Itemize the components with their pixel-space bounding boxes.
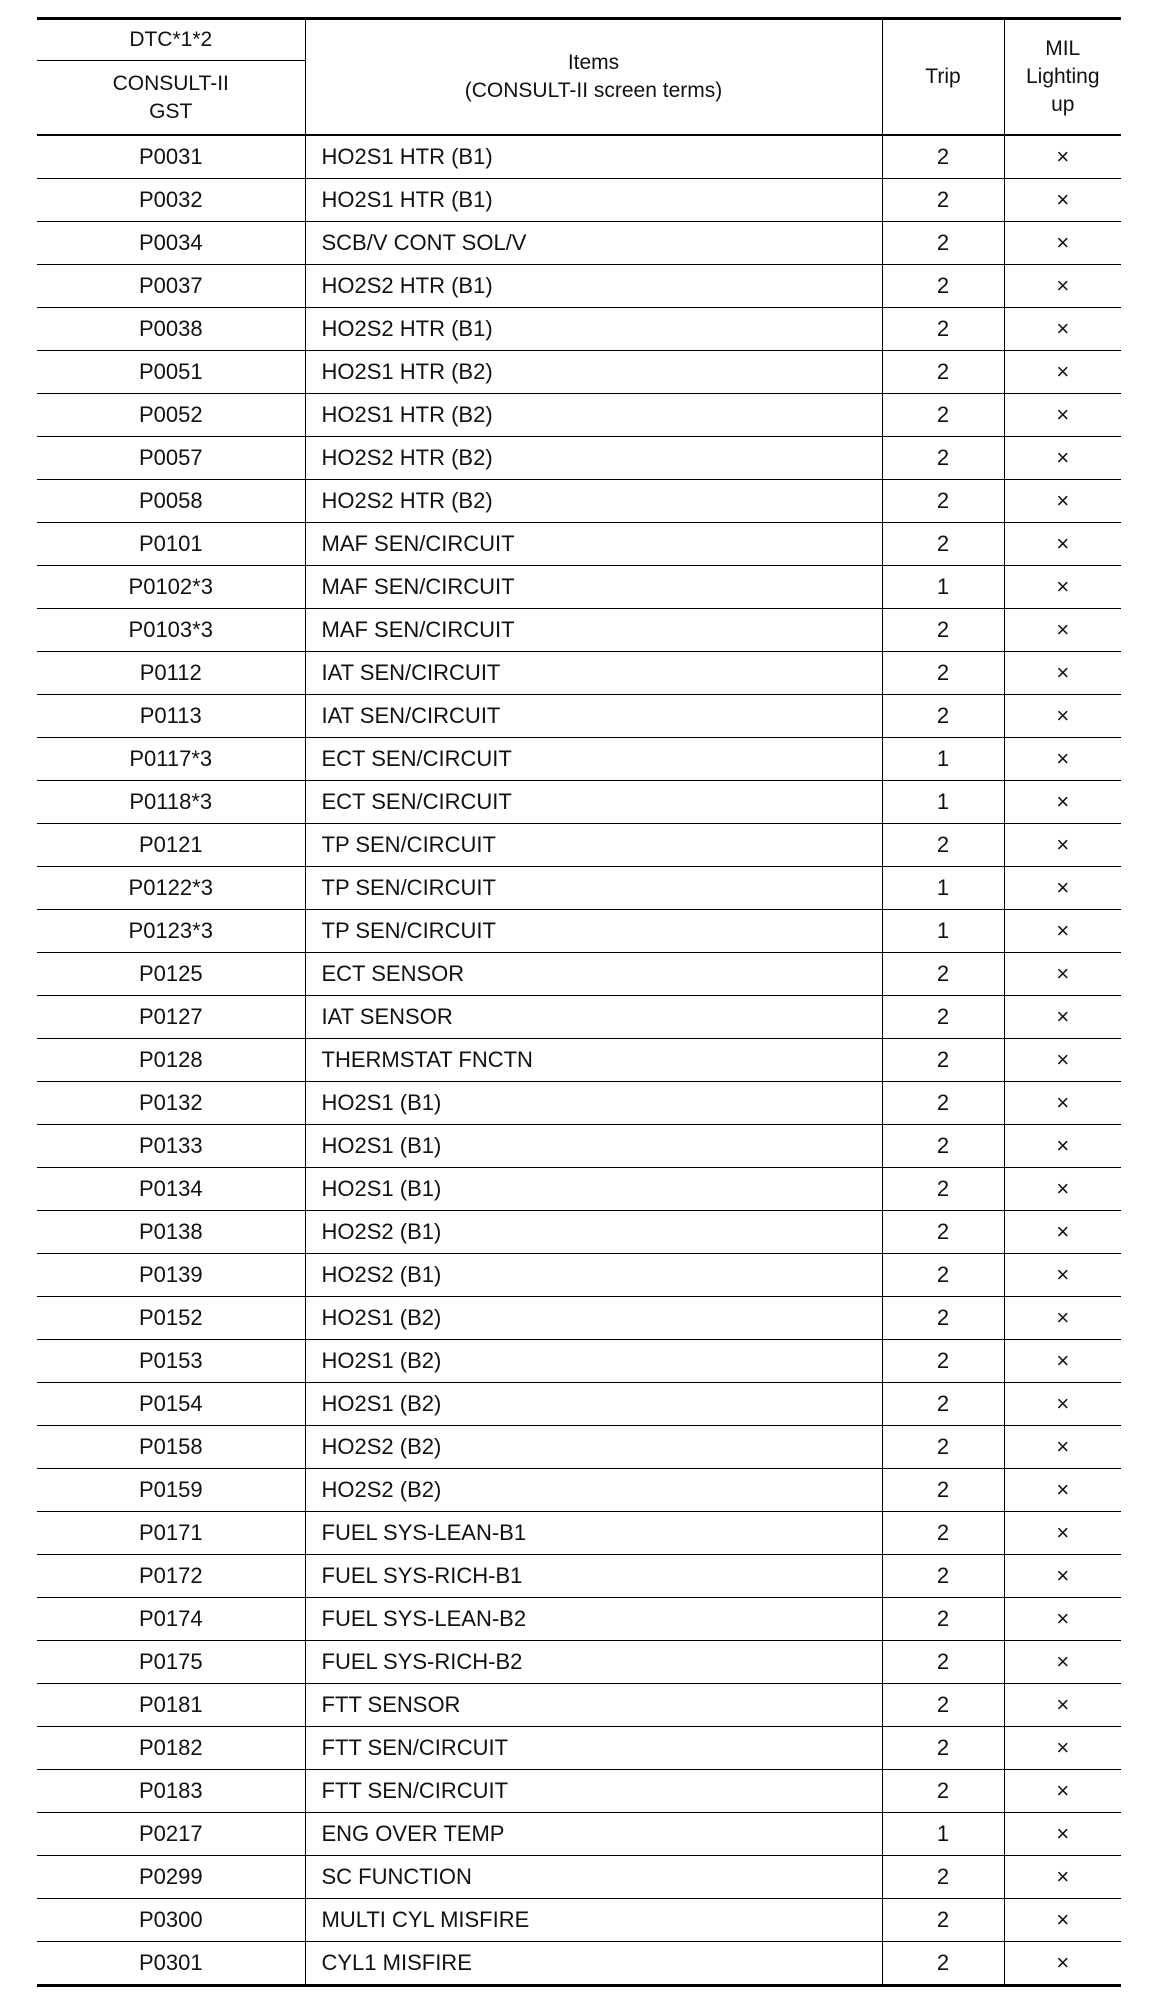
trip-cell: 2 — [882, 1555, 1004, 1598]
item-cell: ENG OVER TEMP — [305, 1813, 882, 1856]
dtc-code-cell: P0134 — [37, 1168, 305, 1211]
table-row — [37, 1813, 1121, 1856]
dtc-code-cell: P0152 — [37, 1297, 305, 1340]
mil-cell: × — [1004, 996, 1121, 1039]
mil-cell: × — [1004, 394, 1121, 437]
mil-cell: × — [1004, 1770, 1121, 1813]
table-row — [37, 1254, 1121, 1297]
item-cell: HO2S2 (B1) — [305, 1211, 882, 1254]
table-row — [37, 1469, 1121, 1512]
mil-cell: × — [1004, 609, 1121, 652]
table-row — [37, 1684, 1121, 1727]
item-cell: HO2S2 HTR (B2) — [305, 437, 882, 480]
item-cell: HO2S2 (B1) — [305, 1254, 882, 1297]
dtc-code-cell: P0127 — [37, 996, 305, 1039]
table-row — [37, 1598, 1121, 1641]
trip-cell: 1 — [882, 566, 1004, 609]
dtc-code-cell: P0153 — [37, 1340, 305, 1383]
trip-cell: 2 — [882, 1598, 1004, 1641]
trip-cell: 1 — [882, 867, 1004, 910]
table-row — [37, 652, 1121, 695]
consult-gst-header — [37, 61, 305, 136]
mil-cell: × — [1004, 1512, 1121, 1555]
item-cell: IAT SENSOR — [305, 996, 882, 1039]
item-cell: TP SEN/CIRCUIT — [305, 910, 882, 953]
table-row — [37, 824, 1121, 867]
dtc-code-cell: P0139 — [37, 1254, 305, 1297]
item-cell: SC FUNCTION — [305, 1856, 882, 1899]
item-cell: HO2S1 HTR (B2) — [305, 394, 882, 437]
table-row — [37, 566, 1121, 609]
dtc-code-cell: P0103*3 — [37, 609, 305, 652]
table-row — [37, 609, 1121, 652]
table-row — [37, 1383, 1121, 1426]
dtc-code-cell: P0113 — [37, 695, 305, 738]
item-cell: FTT SENSOR — [305, 1684, 882, 1727]
item-cell: HO2S1 (B2) — [305, 1297, 882, 1340]
trip-cell: 2 — [882, 265, 1004, 308]
dtc-code-cell: P0058 — [37, 480, 305, 523]
trip-cell: 2 — [882, 1168, 1004, 1211]
table-row — [37, 1770, 1121, 1813]
mil-cell: × — [1004, 781, 1121, 824]
trip-cell: 2 — [882, 996, 1004, 1039]
item-cell: IAT SEN/CIRCUIT — [305, 652, 882, 695]
mil-cell: × — [1004, 179, 1121, 222]
mil-cell: × — [1004, 1211, 1121, 1254]
item-cell: HO2S2 HTR (B1) — [305, 308, 882, 351]
item-cell: HO2S1 HTR (B1) — [305, 179, 882, 222]
mil-cell: × — [1004, 1297, 1121, 1340]
table-row — [37, 1856, 1121, 1899]
trip-cell: 1 — [882, 910, 1004, 953]
mil-cell: × — [1004, 1168, 1121, 1211]
table-row — [37, 308, 1121, 351]
dtc-code-cell: P0175 — [37, 1641, 305, 1684]
mil-cell: × — [1004, 910, 1121, 953]
table-row — [37, 523, 1121, 566]
trip-cell: 2 — [882, 1211, 1004, 1254]
trip-cell: 2 — [882, 480, 1004, 523]
table-row — [37, 135, 1121, 179]
mil-cell: × — [1004, 824, 1121, 867]
item-cell: IAT SEN/CIRCUIT — [305, 695, 882, 738]
trip-cell: 2 — [882, 652, 1004, 695]
dtc-code-cell: P0121 — [37, 824, 305, 867]
mil-cell: × — [1004, 1125, 1121, 1168]
dtc-code-cell: P0172 — [37, 1555, 305, 1598]
trip-cell: 2 — [882, 1727, 1004, 1770]
item-cell: MULTI CYL MISFIRE — [305, 1899, 882, 1942]
trip-cell: 2 — [882, 953, 1004, 996]
trip-cell: 2 — [882, 437, 1004, 480]
table-row — [37, 781, 1121, 824]
item-cell: SCB/V CONT SOL/V — [305, 222, 882, 265]
mil-cell: × — [1004, 135, 1121, 179]
table-row — [37, 351, 1121, 394]
mil-cell: × — [1004, 1727, 1121, 1770]
table-row — [37, 1211, 1121, 1254]
trip-cell: 2 — [882, 1641, 1004, 1684]
dtc-code-cell: P0171 — [37, 1512, 305, 1555]
table-row — [37, 1082, 1121, 1125]
dtc-code-cell: P0052 — [37, 394, 305, 437]
mil-cell: × — [1004, 1082, 1121, 1125]
item-cell: HO2S1 HTR (B2) — [305, 351, 882, 394]
table-row — [37, 1641, 1121, 1684]
item-cell: ECT SEN/CIRCUIT — [305, 781, 882, 824]
item-cell: TP SEN/CIRCUIT — [305, 867, 882, 910]
dtc-code-cell: P0051 — [37, 351, 305, 394]
trip-cell: 1 — [882, 781, 1004, 824]
mil-cell: × — [1004, 1684, 1121, 1727]
trip-cell: 2 — [882, 1340, 1004, 1383]
consult-header-label: CONSULT-II — [112, 71, 229, 95]
items-header — [305, 19, 882, 136]
gst-header-label: GST — [149, 99, 193, 123]
trip-cell: 2 — [882, 135, 1004, 179]
mil-cell: × — [1004, 1039, 1121, 1082]
table-row — [37, 480, 1121, 523]
trip-cell: 2 — [882, 1426, 1004, 1469]
mil-cell: × — [1004, 308, 1121, 351]
mil-cell: × — [1004, 1598, 1121, 1641]
trip-cell: 2 — [882, 1512, 1004, 1555]
item-cell: HO2S1 HTR (B1) — [305, 135, 882, 179]
dtc-code-cell: P0138 — [37, 1211, 305, 1254]
dtc-code-cell: P0159 — [37, 1469, 305, 1512]
trip-cell: 2 — [882, 1297, 1004, 1340]
trip-cell: 2 — [882, 308, 1004, 351]
trip-cell: 2 — [882, 1770, 1004, 1813]
table-row — [37, 996, 1121, 1039]
table-row — [37, 222, 1121, 265]
item-cell: HO2S1 (B2) — [305, 1383, 882, 1426]
trip-cell: 1 — [882, 738, 1004, 781]
mil-cell: × — [1004, 1555, 1121, 1598]
mil-cell: × — [1004, 652, 1121, 695]
dtc-table — [37, 17, 1121, 1987]
trip-cell: 2 — [882, 1899, 1004, 1942]
items-header-sublabel: (CONSULT-II screen terms) — [464, 79, 723, 102]
mil-header-line-3: up — [1051, 93, 1075, 116]
dtc-code-cell: P0112 — [37, 652, 305, 695]
dtc-code-cell: P0122*3 — [37, 867, 305, 910]
mil-cell: × — [1004, 867, 1121, 910]
item-cell: ECT SENSOR — [305, 953, 882, 996]
dtc-code-cell: P0117*3 — [37, 738, 305, 781]
table-row — [37, 1125, 1121, 1168]
mil-cell: × — [1004, 265, 1121, 308]
table-row — [37, 1297, 1121, 1340]
item-cell: FTT SEN/CIRCUIT — [305, 1727, 882, 1770]
table-row — [37, 1899, 1121, 1942]
item-cell: HO2S2 (B2) — [305, 1426, 882, 1469]
trip-cell: 2 — [882, 1082, 1004, 1125]
table-row — [37, 953, 1121, 996]
table-row — [37, 1426, 1121, 1469]
items-header-label: Items — [567, 51, 620, 74]
trip-cell: 2 — [882, 824, 1004, 867]
table-row — [37, 179, 1121, 222]
dtc-code-cell: P0128 — [37, 1039, 305, 1082]
mil-header — [1004, 19, 1121, 136]
dtc-code-cell: P0132 — [37, 1082, 305, 1125]
dtc-code-cell: P0217 — [37, 1813, 305, 1856]
mil-cell: × — [1004, 1813, 1121, 1856]
mil-cell: × — [1004, 953, 1121, 996]
item-cell: FUEL SYS-LEAN-B2 — [305, 1598, 882, 1641]
item-cell: HO2S1 (B1) — [305, 1125, 882, 1168]
trip-cell: 2 — [882, 609, 1004, 652]
trip-cell: 2 — [882, 1469, 1004, 1512]
item-cell: FUEL SYS-RICH-B1 — [305, 1555, 882, 1598]
item-cell: MAF SEN/CIRCUIT — [305, 523, 882, 566]
item-cell: HO2S2 HTR (B1) — [305, 265, 882, 308]
trip-cell: 2 — [882, 1856, 1004, 1899]
mil-header-line-1: MIL — [1045, 37, 1081, 60]
mil-cell: × — [1004, 1856, 1121, 1899]
dtc-code-cell: P0299 — [37, 1856, 305, 1899]
item-cell: HO2S1 (B1) — [305, 1082, 882, 1125]
trip-cell: 1 — [882, 1813, 1004, 1856]
dtc-code-cell: P0101 — [37, 523, 305, 566]
table-row — [37, 1512, 1121, 1555]
item-cell: FUEL SYS-RICH-B2 — [305, 1641, 882, 1684]
trip-cell: 2 — [882, 1383, 1004, 1426]
mil-cell: × — [1004, 437, 1121, 480]
dtc-code-cell: P0102*3 — [37, 566, 305, 609]
table-row — [37, 265, 1121, 308]
trip-cell: 2 — [882, 351, 1004, 394]
mil-cell: × — [1004, 566, 1121, 609]
table-row — [37, 867, 1121, 910]
dtc-code-cell: P0181 — [37, 1684, 305, 1727]
trip-cell: 2 — [882, 222, 1004, 265]
mil-cell: × — [1004, 1254, 1121, 1297]
mil-cell: × — [1004, 222, 1121, 265]
dtc-code-cell: P0158 — [37, 1426, 305, 1469]
item-cell: TP SEN/CIRCUIT — [305, 824, 882, 867]
dtc-header: DTC*1*2 — [37, 19, 305, 61]
dtc-code-cell: P0034 — [37, 222, 305, 265]
table-row — [37, 1039, 1121, 1082]
trip-cell: 2 — [882, 394, 1004, 437]
table-row — [37, 394, 1121, 437]
dtc-code-cell: P0301 — [37, 1942, 305, 1986]
trip-cell: 2 — [882, 1684, 1004, 1727]
item-cell: FUEL SYS-LEAN-B1 — [305, 1512, 882, 1555]
dtc-code-cell: P0038 — [37, 308, 305, 351]
item-cell: MAF SEN/CIRCUIT — [305, 609, 882, 652]
dtc-code-cell: P0154 — [37, 1383, 305, 1426]
mil-header-line-2: Lighting — [1025, 65, 1100, 88]
dtc-code-cell: P0031 — [37, 135, 305, 179]
mil-cell: × — [1004, 1899, 1121, 1942]
trip-cell: 2 — [882, 1039, 1004, 1082]
mil-cell: × — [1004, 1383, 1121, 1426]
item-cell: HO2S2 (B2) — [305, 1469, 882, 1512]
dtc-code-cell: P0300 — [37, 1899, 305, 1942]
item-cell: HO2S2 HTR (B2) — [305, 480, 882, 523]
mil-cell: × — [1056, 1950, 1070, 1975]
mil-cell: × — [1004, 1641, 1121, 1684]
item-cell: FTT SEN/CIRCUIT — [305, 1770, 882, 1813]
item-cell: CYL1 MISFIRE — [305, 1942, 882, 1986]
trip-cell: 2 — [882, 695, 1004, 738]
trip-cell: 2 — [882, 1254, 1004, 1297]
table-row — [37, 695, 1121, 738]
mil-cell: × — [1004, 1426, 1121, 1469]
item-cell: THERMSTAT FNCTN — [305, 1039, 882, 1082]
table-row — [37, 437, 1121, 480]
item-cell: ECT SEN/CIRCUIT — [305, 738, 882, 781]
dtc-code-cell: P0174 — [37, 1598, 305, 1641]
trip-cell: 2 — [882, 1125, 1004, 1168]
table-row — [37, 1942, 1121, 1986]
dtc-code-cell: P0133 — [37, 1125, 305, 1168]
table-row — [37, 1727, 1121, 1770]
table-row — [37, 1340, 1121, 1383]
dtc-code-cell: P0032 — [37, 179, 305, 222]
header-row-top — [37, 19, 1121, 61]
mil-cell: × — [1004, 1340, 1121, 1383]
dtc-code-cell: P0037 — [37, 265, 305, 308]
mil-cell: × — [1004, 695, 1121, 738]
trip-cell: 2 — [882, 523, 1004, 566]
item-cell: MAF SEN/CIRCUIT — [305, 566, 882, 609]
table-row — [37, 1168, 1121, 1211]
table-row — [37, 910, 1121, 953]
trip-header: Trip — [882, 19, 1004, 136]
table-row — [37, 1555, 1121, 1598]
mil-cell: × — [1004, 480, 1121, 523]
trip-cell: 2 — [882, 179, 1004, 222]
dtc-code-cell: P0182 — [37, 1727, 305, 1770]
table-row — [37, 738, 1121, 781]
item-cell: HO2S1 (B1) — [305, 1168, 882, 1211]
mil-cell: × — [1004, 351, 1121, 394]
dtc-code-cell: P0125 — [37, 953, 305, 996]
mil-cell: × — [1004, 523, 1121, 566]
mil-cell: × — [1004, 738, 1121, 781]
dtc-code-cell: P0118*3 — [37, 781, 305, 824]
dtc-code-cell: P0123*3 — [37, 910, 305, 953]
dtc-code-cell: P0183 — [37, 1770, 305, 1813]
trip-cell: 2 — [882, 1942, 1004, 1986]
item-cell: HO2S1 (B2) — [305, 1340, 882, 1383]
dtc-code-cell: P0057 — [37, 437, 305, 480]
mil-cell: × — [1004, 1469, 1121, 1512]
table-header — [37, 19, 1121, 136]
table-body — [37, 135, 1121, 1986]
